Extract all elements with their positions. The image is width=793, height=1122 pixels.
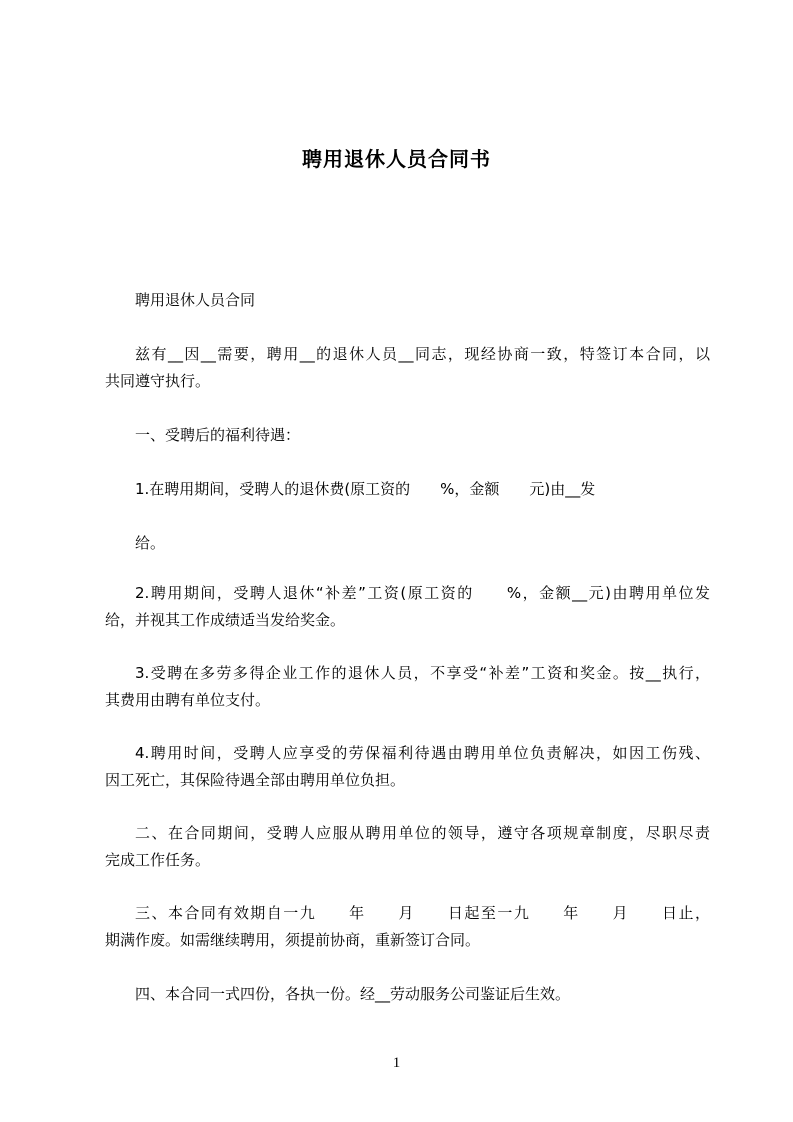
section-3-line-2: 期满作废。如需继续聘用，须提前协商，重新签订合同。: [105, 931, 481, 949]
clause-1-1-line-1: 1.在聘用期间，受聘人的退休费(原工资的 %，金额 元)由__发: [135, 480, 596, 498]
section-2-line-2: 完成工作任务。: [105, 851, 211, 869]
intro-line-1: 兹有__因__需要，聘用__的退休人员__同志，现经协商一致，特签订本合同，以: [135, 345, 710, 363]
clause-1-2: [105, 580, 710, 634]
clause-1-2-line-2: 给，并视其工作成绩适当发给奖金。: [105, 611, 346, 629]
section-3: [105, 900, 710, 954]
section-1-heading: [105, 422, 710, 449]
section-3-line-1: 三、本合同有效期自一九 年 月 日起至一九 年 月 日止，: [135, 904, 710, 922]
clause-1-1: [105, 476, 710, 503]
subtitle-text: 聘用退休人员合同: [135, 291, 256, 309]
section-4: [105, 981, 710, 1008]
section-1-heading-text: 一、受聘后的福利待遇：: [135, 426, 301, 444]
page-number: 1: [392, 1055, 401, 1071]
section-4-line-1: 四、本合同一式四份，各执一份。经__劳动服务公司鉴证后生效。: [135, 985, 571, 1003]
section-2: [105, 820, 710, 874]
intro-line-2: 共同遵守执行。: [105, 372, 211, 390]
clause-1-3-line-1: 3.受聘在多劳多得企业工作的退休人员，不享受“补差”工资和奖金。按__执行，: [135, 664, 710, 682]
clause-1-2-line-1: 2.聘用期间，受聘人退休“补差”工资(原工资的 %，金额__元)由聘用单位发: [135, 584, 710, 602]
clause-1-1-line-2: 给。: [135, 534, 166, 552]
intro-paragraph: [105, 341, 710, 395]
clause-1-1-continued: [105, 530, 710, 557]
clause-1-4-line-1: 4.聘用时间，受聘人应享受的劳保福利待遇由聘用单位负责解决，如因工伤残、: [135, 744, 710, 762]
contract-subtitle: [105, 287, 710, 314]
document-title: 聘用退休人员合同书: [302, 147, 491, 171]
clause-1-3: [105, 660, 710, 714]
clause-1-4-line-2: 因工死亡，其保险待遇全部由聘用单位负担。: [105, 771, 406, 789]
clause-1-4: [105, 740, 710, 794]
clause-1-3-line-2: 其费用由聘有单位支付。: [105, 691, 271, 709]
section-2-line-1: 二、在合同期间，受聘人应服从聘用单位的领导，遵守各项规章制度，尽职尽责: [135, 824, 710, 842]
